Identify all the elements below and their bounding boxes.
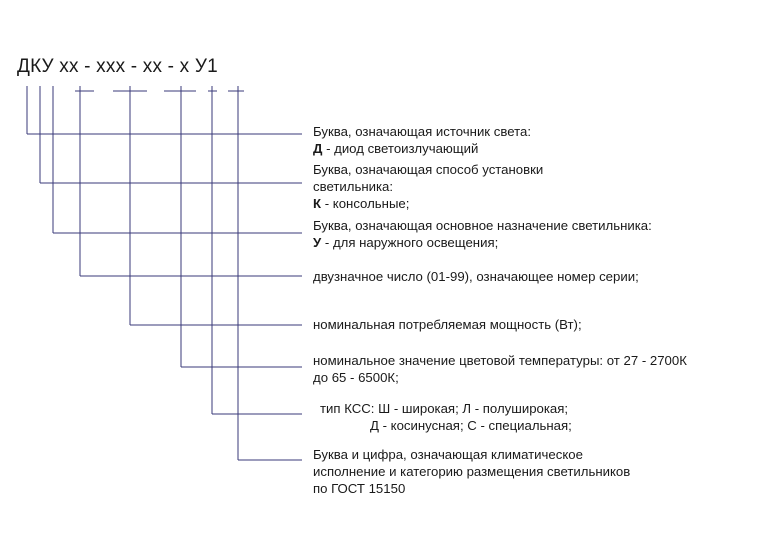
legend-line bbox=[313, 352, 687, 369]
legend-text: тип КСС: Ш - широкая; Л - полуширокая; bbox=[320, 401, 569, 416]
legend-item-6 bbox=[313, 352, 687, 386]
legend-line bbox=[313, 369, 687, 386]
legend-text: исполнение и категорию размещения светильников bbox=[313, 464, 631, 479]
legend-text: - диод светоизлучающий bbox=[322, 141, 479, 156]
legend-line bbox=[313, 195, 543, 212]
legend-line bbox=[313, 463, 630, 480]
legend-item-8 bbox=[313, 446, 630, 497]
legend-line bbox=[313, 161, 543, 178]
legend-item-5 bbox=[313, 316, 582, 333]
legend-code-letter: Д bbox=[313, 141, 323, 156]
legend-item-3 bbox=[313, 217, 652, 251]
legend-text: Д - косинусная; С - специальная; bbox=[370, 418, 572, 433]
legend-text: - консольные; bbox=[321, 196, 410, 211]
legend-text: - для наружного освещения; bbox=[321, 235, 499, 250]
legend-code-letter: У bbox=[313, 235, 322, 250]
legend-line bbox=[313, 268, 639, 285]
legend-line bbox=[313, 217, 652, 234]
legend-text: номинальное значение цветовой температуры: от 27 - 2700К bbox=[313, 353, 687, 368]
legend-text: Буква и цифра, означающая климатическое bbox=[313, 447, 583, 462]
legend-line bbox=[313, 480, 630, 497]
legend-item-4 bbox=[313, 268, 639, 285]
legend-line bbox=[313, 234, 652, 251]
legend-line bbox=[320, 400, 572, 417]
legend-item-1 bbox=[313, 123, 531, 157]
legend-line bbox=[320, 417, 572, 434]
legend-line bbox=[313, 316, 582, 333]
legend-line bbox=[313, 178, 543, 195]
legend-line bbox=[313, 446, 630, 463]
legend-text: Буква, означающая способ установки bbox=[313, 162, 544, 177]
legend-text: номинальная потребляемая мощность (Вт); bbox=[313, 317, 582, 332]
legend-text: двузначное число (01-99), означающее номер серии; bbox=[313, 269, 639, 284]
legend-line bbox=[313, 140, 531, 157]
legend-text: по ГОСТ 15150 bbox=[313, 481, 406, 496]
legend-text: до 65 - 6500К; bbox=[313, 370, 399, 385]
legend-line bbox=[313, 123, 531, 140]
legend-text: Буква, означающая источник света: bbox=[313, 124, 531, 139]
legend-text: Буква, означающая основное назначение светильника: bbox=[313, 218, 652, 233]
legend-text: светильника: bbox=[313, 179, 394, 194]
legend-item-2 bbox=[313, 161, 543, 212]
legend-item-7 bbox=[320, 400, 572, 434]
legend-code-letter: К bbox=[313, 196, 322, 211]
designation-code: ДКУ хх - ххх - хх - х У1 bbox=[17, 56, 218, 77]
